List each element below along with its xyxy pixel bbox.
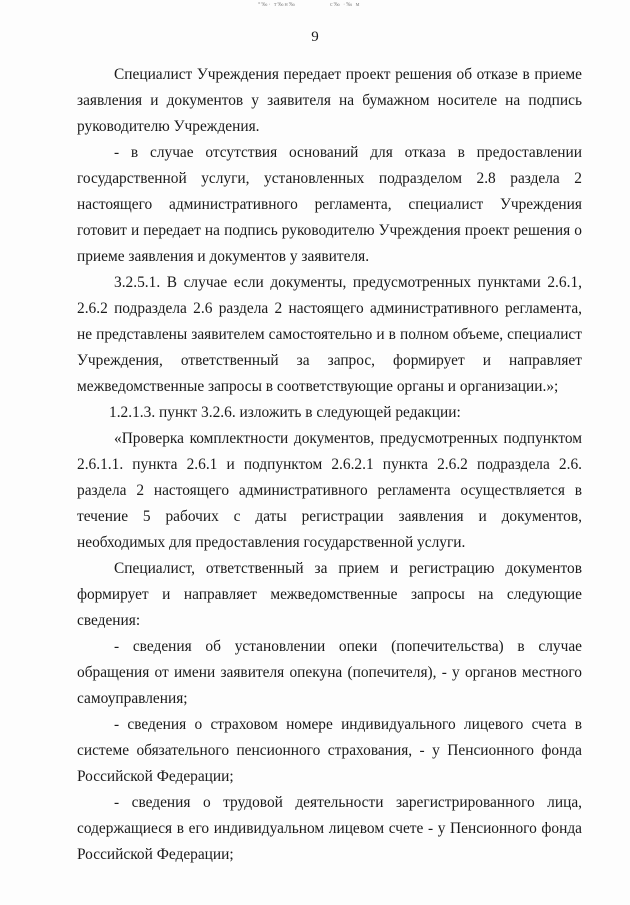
paragraph-completeness-check: «Проверка комплектности документов, предусмотренных подпунктом 2.6.1.1. пункта 2.6.1 и подпунктом 2.6.2.1 пункта 2.6.2 подраздела 2.6. раздела 2 настоящего административного регламента осуществляется в течение 5 рабочих с даты регистрации заявления и документов, необходимых для предоставления государственной услуги. xyxy=(77,430,582,551)
paragraph-labor-activity: - сведения о трудовой деятельности зарегистрированного лица, содержащиеся в его индивидуальном лицевом счете - у Пенсионного фонда Российской Федерации; xyxy=(77,794,582,863)
paragraph-1-2-1-3: 1.2.1.3. пункт 3.2.6. изложить в следующей редакции: xyxy=(109,404,461,421)
document-body xyxy=(77,62,582,868)
scan-artifact-right: с‰ ·‰ м xyxy=(330,2,361,8)
paragraph-guardianship: - сведения об установлении опеки (попечительства) в случае обращения от имени заявителя опекуна (попечителя), - у органов местного самоуправления; xyxy=(77,638,582,707)
paragraph-3-2-5-1: 3.2.5.1. В случае если документы, предусмотренных пунктами 2.6.1, 2.6.2 подраздела 2.6 раздела 2 настоящего административного регламента, не представлены заявителем самостоятельно и в полном объеме, специалист Учреждения, ответственный за запрос, формирует и направляет межведомственные запросы в соответствующие органы и организации.»; xyxy=(77,274,582,395)
paragraph-interagency-requests: Специалист, ответственный за прием и регистрацию документов формирует и направляет межведомственные запросы на следующие сведения: xyxy=(77,560,582,629)
scan-artifact-left: °‰· т‰н‰ xyxy=(258,2,296,8)
paragraph-insurance-number: - сведения о страховом номере индивидуального лицевого счета в системе обязательного пенсионного страхования, - у Пенсионного фонда Российской Федерации; xyxy=(77,716,582,785)
paragraph-no-grounds: - в случае отсутствия оснований для отказа в предоставлении государственной услуги, установленных подразделом 2.8 раздела 2 настоящего административного регламента, специалист Учреждения готовит и передает на подпись руководителю Учреждения проект решения о приеме заявления и документов у заявителя. xyxy=(77,144,582,265)
page-number: 9 xyxy=(311,29,319,45)
paragraph-transfer-refusal: Специалист Учреждения передает проект решения об отказе в приеме заявления и документов у заявителя на бумажном носителе на подпись руководителю Учреждения. xyxy=(77,66,582,135)
